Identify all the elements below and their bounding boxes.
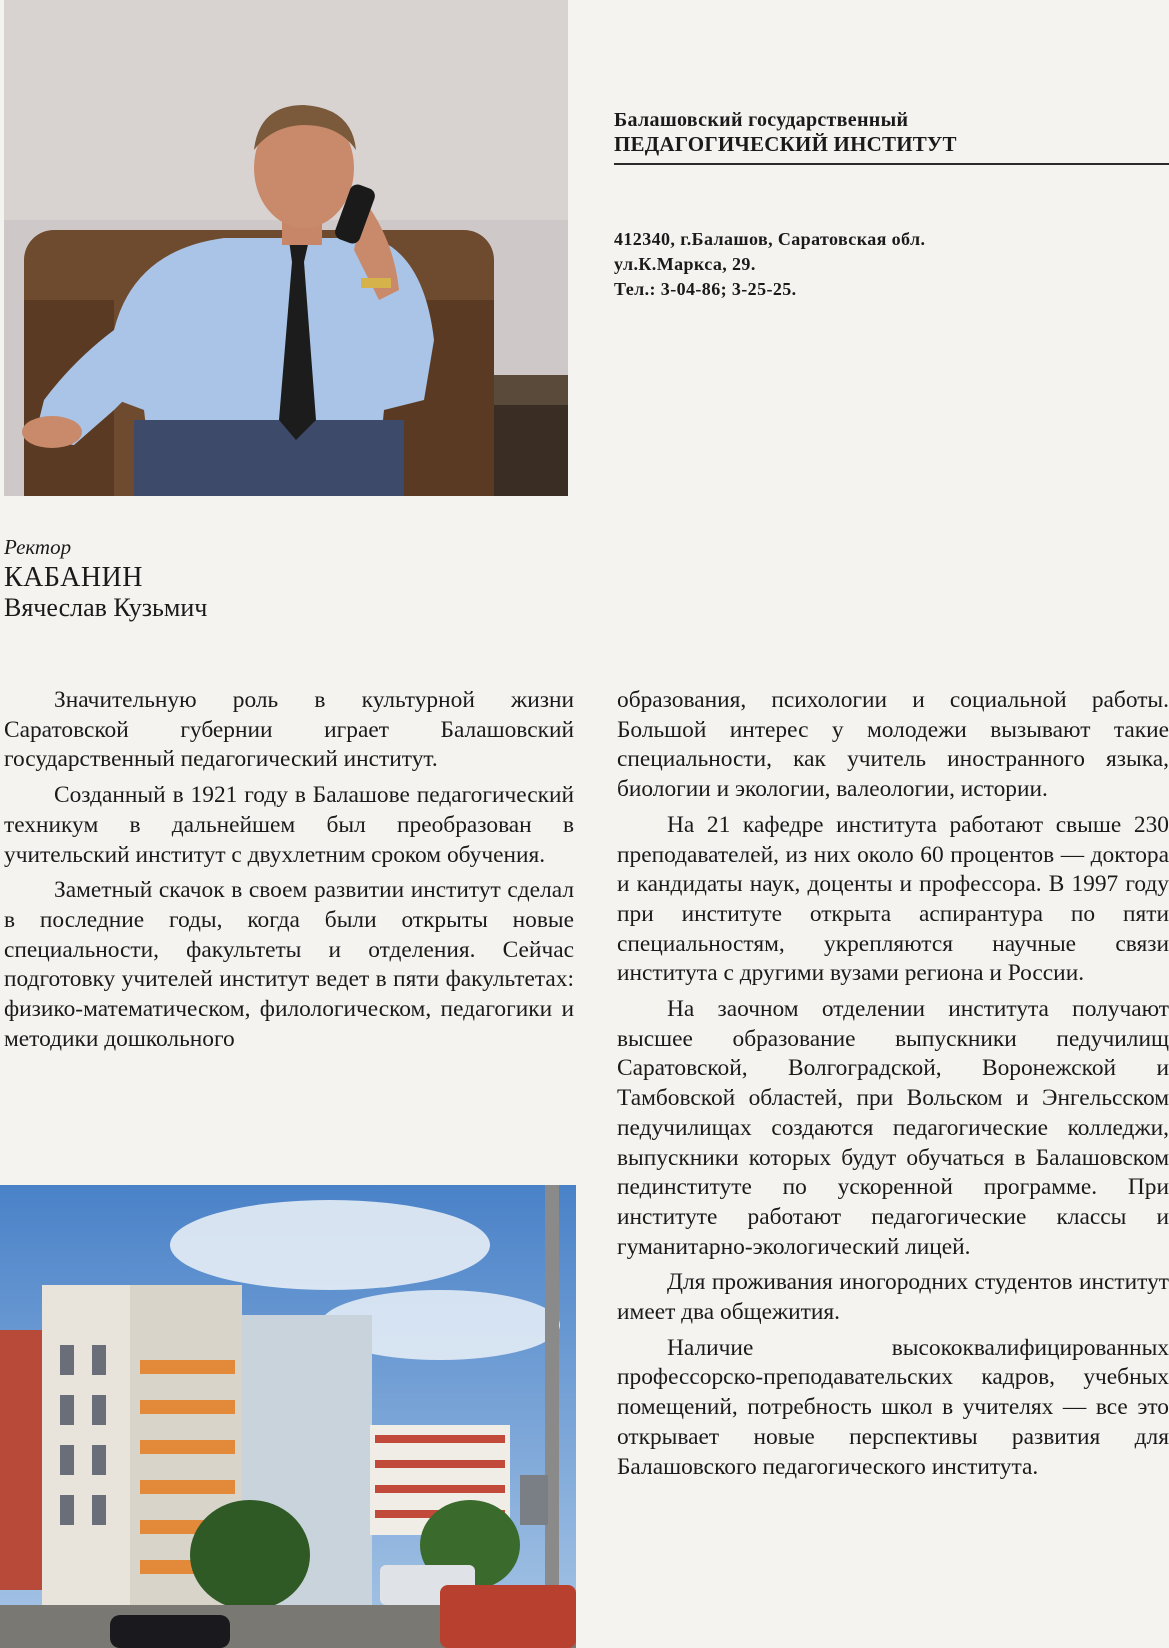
address-line-phone: Тел.: 3-04-86; 3-25-25.	[614, 279, 797, 299]
article-paragraph: На 21 кафедре института работают свыше 230 преподавателей, из них около 60 процентов — доктора и кандидаты наук, доценты и профессора. В 1997 году при институте открыта аспирантура по пяти специальностям, укрепляются научные связи института с другими вузами региона и России.	[617, 811, 1169, 987]
institute-address	[614, 227, 1169, 302]
rector-first-names: Вячеслав Кузьмич	[4, 593, 208, 622]
article-column-left	[4, 686, 574, 1060]
article-column-right	[617, 686, 1169, 1488]
article-paragraph-continuation: образования, психологии и социальной работы. Большой интерес у молодежи вызывают такие специальности, как учитель иностранного языка, биологии и экологии, валеологии, истории.	[617, 687, 1169, 803]
article-paragraph: На заочном отделении института получают высшее образование выпускники педучилищ Саратовской, Волгоградской, Воронежской и Тамбовской областей, при Вольском и Энгельсском педучилищах создаются педагогические колледжи, выпускники которых будут обучаться в Балашовском пединституте по ускоренной программе. При институте работают педагогические классы и гуманитарно-экологический лицей.	[617, 996, 1169, 1260]
rector-portrait-image	[4, 0, 568, 496]
address-line-street: ул.К.Маркса, 29.	[614, 254, 756, 274]
institute-building-image	[0, 1185, 576, 1648]
institute-name-line1: Балашовский государственный	[614, 109, 909, 131]
rector-caption	[4, 534, 564, 623]
rector-portrait-photo	[4, 0, 568, 496]
article-paragraph: Созданный в 1921 году в Балашове педагогический техникум в дальнейшем был преобразован в учительский институт с двухлетним сроком обучения.	[4, 782, 574, 868]
address-line-postal: 412340, г.Балашов, Саратовская обл.	[614, 229, 926, 249]
header-divider	[614, 163, 1169, 165]
rector-role: Ректор	[4, 535, 72, 559]
institute-header	[614, 108, 1169, 165]
article-paragraph: Наличие высококвалифицированных профессорско-преподавательских кадров, учебных помещений, потребность школ в учителях — все это открывает новые перспективы развития для Балашовского педагогического института.	[617, 1334, 1169, 1480]
institute-building-photo	[0, 1185, 576, 1648]
article-paragraph: Для проживания иногородних студентов институт имеет два общежития.	[617, 1269, 1169, 1326]
article-paragraph: Заметный скачок в своем развитии институт сделал в последние годы, когда были открыты новые специальности, факультеты и отделения. Сейчас подготовку учителей институт ведет в пяти факультетах: физико-математическом, филологическом, педагогики и методики дошкольного	[4, 877, 574, 1052]
institute-name-line2: ПЕДАГОГИЧЕСКИЙ ИНСТИТУТ	[614, 132, 957, 156]
rector-last-name: КАБАНИН	[4, 562, 143, 593]
article-paragraph: Значительную роль в культурной жизни Саратовской губернии играет Балашовский государственный педагогический институт.	[4, 687, 574, 773]
